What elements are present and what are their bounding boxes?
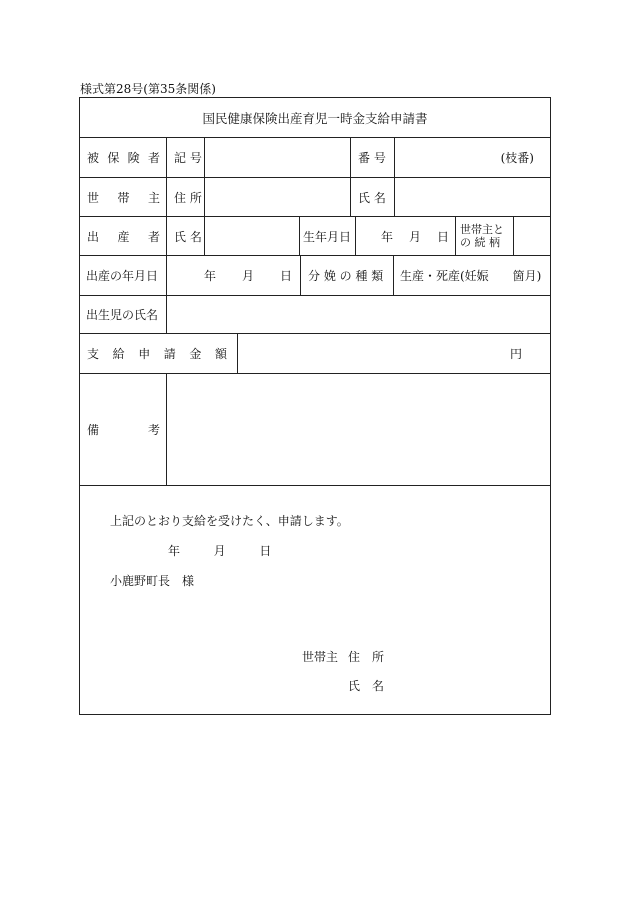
- form-title: 国民健康保険出産育児一時金支給申請書: [202, 110, 428, 126]
- birth-date-row: [80, 256, 550, 296]
- statement-area: [80, 486, 550, 715]
- birth-person-dob-label: 生年月日: [300, 217, 356, 255]
- yen-label: 円: [509, 347, 522, 361]
- child-name-label: 出生児の氏名: [80, 296, 167, 333]
- kigou-field[interactable]: [205, 138, 351, 177]
- kigou-label: 記 号: [167, 138, 205, 177]
- birth-month: 月: [241, 269, 254, 283]
- form-title-row: [80, 98, 550, 138]
- application-form: [79, 97, 551, 715]
- birth-person-row: [80, 217, 550, 256]
- household-address-label: 住 所: [167, 178, 205, 216]
- birth-date-label: 出産の年月日: [80, 256, 167, 295]
- household-label: 世 帯 主: [80, 178, 167, 216]
- birth-day: 日: [279, 269, 292, 283]
- delivery-type-label: 分 娩 の 種 類: [301, 256, 394, 295]
- dob-year: 年: [380, 229, 393, 244]
- remarks-field[interactable]: [167, 374, 552, 485]
- statement-date[interactable]: [168, 542, 271, 559]
- child-name-row: [80, 296, 550, 334]
- birth-person-name-label: 氏 名: [167, 217, 205, 255]
- signature-household-label: 世帯主: [302, 650, 339, 664]
- remarks-row: [80, 374, 550, 486]
- amount-field[interactable]: [238, 334, 552, 373]
- signature-name-label: 氏 名: [348, 679, 385, 693]
- statement-text: 上記のとおり支給を受けたく、申請します。: [110, 514, 349, 528]
- edaban-label: (枝番): [500, 151, 534, 165]
- dob-month: 月: [408, 229, 421, 244]
- statement-year: 年: [168, 544, 181, 558]
- amount-label: 支 給 申 請 金 額: [80, 334, 238, 373]
- birth-date-field[interactable]: [167, 256, 301, 295]
- relation-field[interactable]: [514, 217, 552, 255]
- remarks-label: 備 考: [80, 374, 167, 485]
- household-name-field[interactable]: [395, 178, 552, 216]
- statement-month: 月: [213, 544, 226, 558]
- birth-year: 年: [203, 269, 216, 283]
- form-number-caption: 様式第28号(第35条関係): [80, 82, 216, 96]
- household-address-field[interactable]: [205, 178, 351, 216]
- household-row: [80, 178, 550, 217]
- signature-address-label: 住 所: [348, 650, 385, 664]
- birth-person-name-field[interactable]: [205, 217, 300, 255]
- amount-row: [80, 334, 550, 374]
- child-name-field[interactable]: [167, 296, 552, 333]
- insured-label: 被 保 険 者: [80, 138, 167, 177]
- household-name-label: 氏 名: [351, 178, 395, 216]
- bangou-label: 番 号: [351, 138, 395, 177]
- insured-row: [80, 138, 550, 178]
- birth-person-label: 出 産 者: [80, 217, 167, 255]
- statement-day: 日: [259, 544, 272, 558]
- addressee: 小鹿野町長 様: [110, 574, 195, 588]
- dob-day: 日: [436, 229, 449, 244]
- delivery-type-value[interactable]: 生産・死産(妊娠 箇月): [400, 269, 542, 283]
- relation-label: 世帯主と の 続 柄: [456, 217, 514, 255]
- bangou-field[interactable]: [395, 138, 552, 177]
- birth-person-dob-field[interactable]: [356, 217, 456, 255]
